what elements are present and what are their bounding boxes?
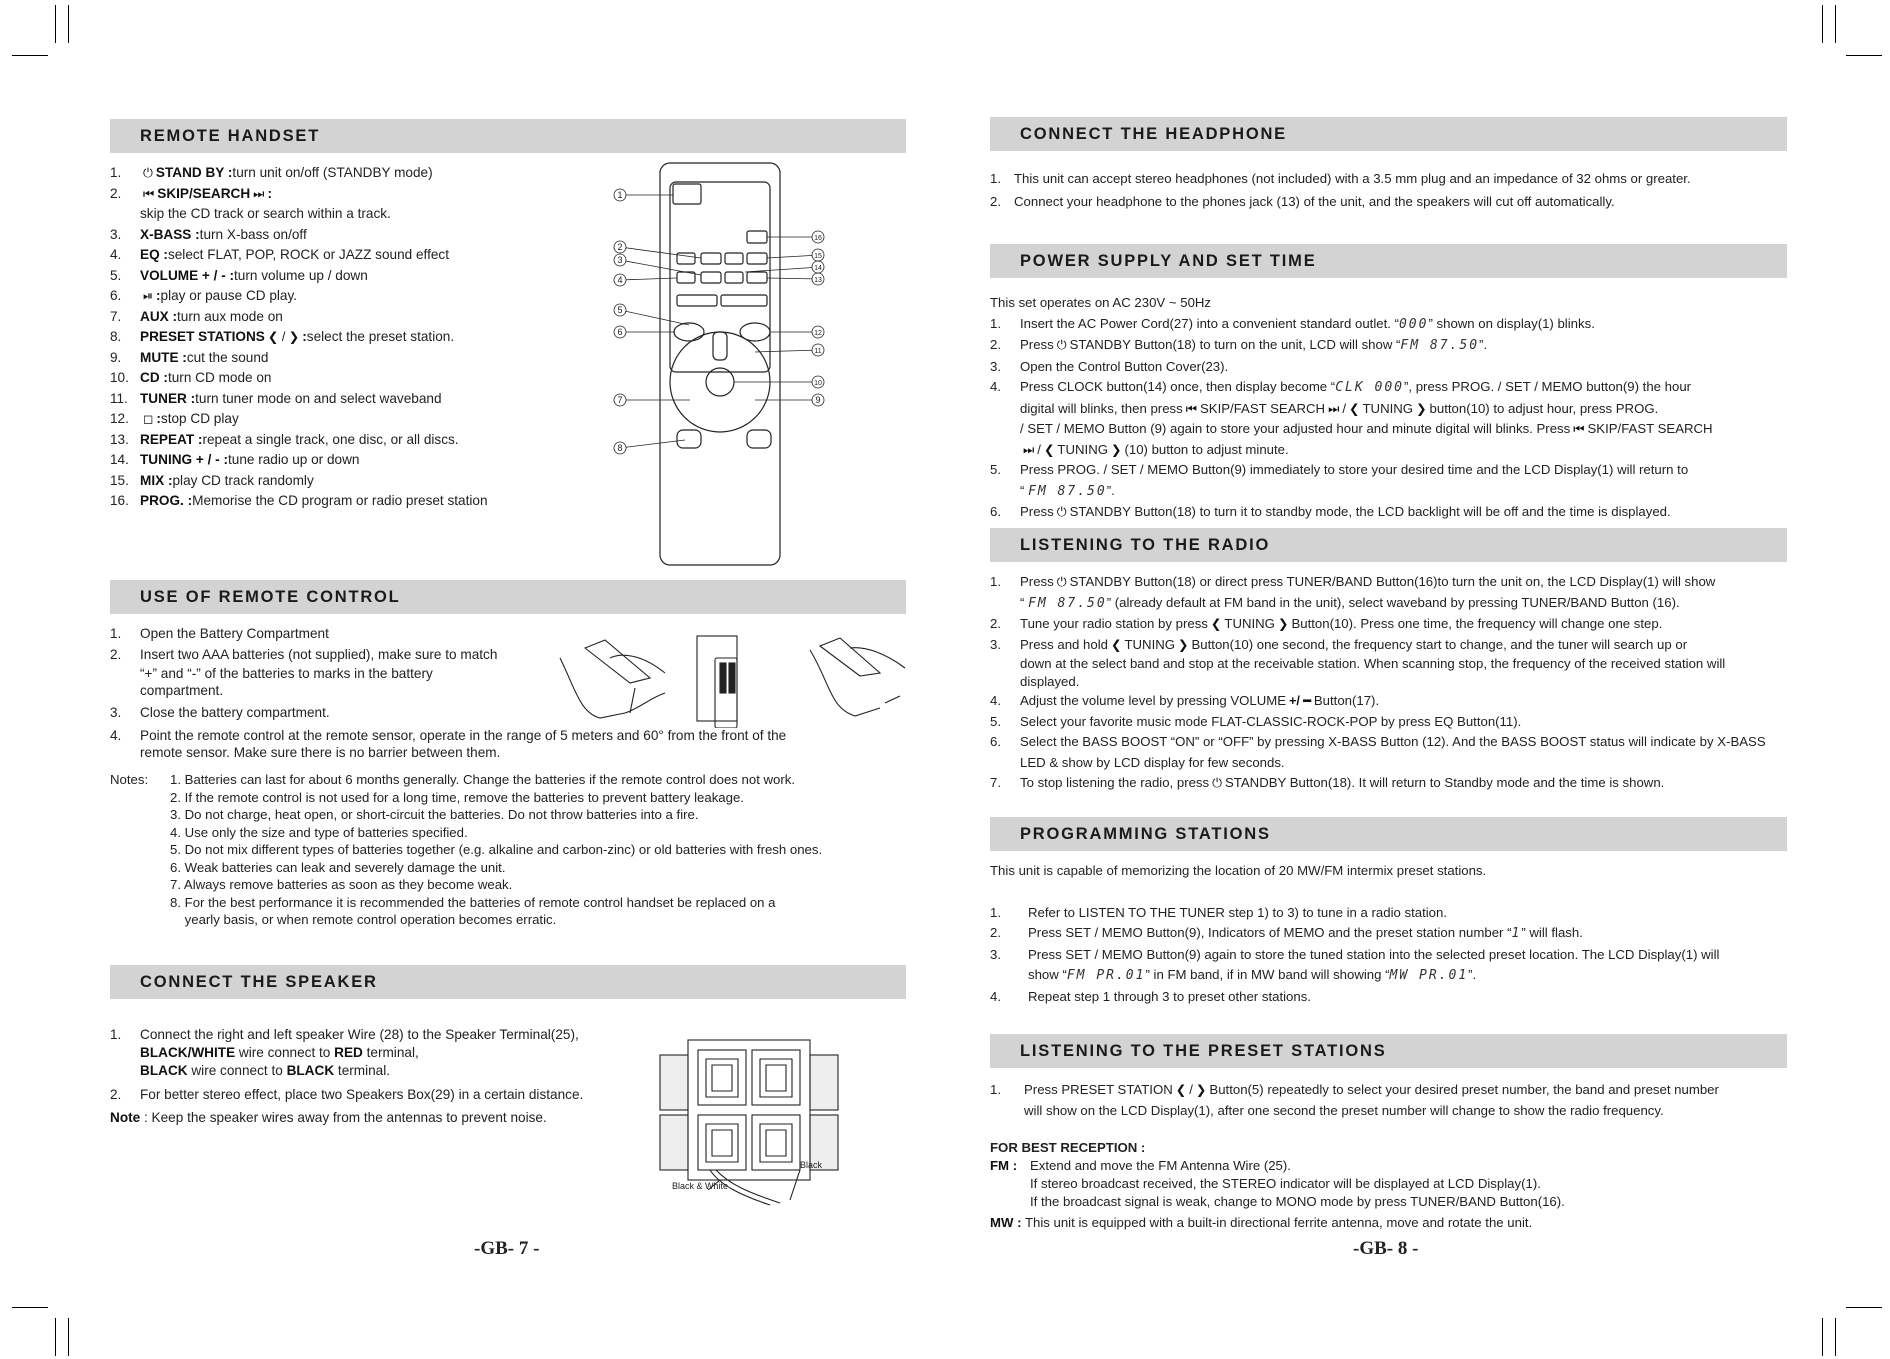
play-pause-icon: ⏯ bbox=[143, 289, 154, 303]
svg-text:12: 12 bbox=[814, 330, 822, 337]
chevron-right-icon: ❯ bbox=[1277, 617, 1289, 631]
power-intro: This set operates on AC 230V ~ 50Hz bbox=[990, 295, 1212, 310]
list-item: 1. Connect the right and left speaker Wire (28) to the Speaker Terminal(25), bbox=[110, 1027, 579, 1042]
list-item: 12. ◻ : stop CD play bbox=[110, 409, 610, 430]
note-item: 6. Weak batteries can leak and severely damage the unit. bbox=[170, 859, 506, 875]
chevron-left-icon: ❮ bbox=[1043, 442, 1055, 457]
lcd-display-readout: MW PR.01 bbox=[1389, 968, 1469, 983]
chevron-right-icon: ❯ bbox=[1195, 1083, 1207, 1097]
list-item: 1. Insert the AC Power Cord(27) into a convenient standard outlet. “000” shown on display(1) blinks. bbox=[990, 315, 1595, 332]
lcd-display-readout: FM 87.50 bbox=[1400, 338, 1480, 353]
list-item-cont: BLACK/WHITE wire connect to RED terminal, bbox=[140, 1045, 419, 1060]
list-item-cont: “ FM 87.50” (already default at FM band in the unit), select waveband by pressing TUNER/BAND Button (16). bbox=[1020, 594, 1680, 611]
section-use-remote-title: USE OF REMOTE CONTROL bbox=[110, 580, 906, 614]
list-item: 4. EQ : select FLAT, POP, ROCK or JAZZ sound effect bbox=[110, 247, 449, 262]
list-item: 1. ⏻ STAND BY : turn unit on/off (STANDBY mode) bbox=[110, 163, 610, 184]
best-reception-heading: FOR BEST RECEPTION : bbox=[990, 1140, 1146, 1155]
list-item: compartment. bbox=[140, 683, 224, 698]
list-item: “+” and “-” of the batteries to marks in the battery bbox=[140, 666, 433, 681]
programming-intro: This unit is capable of memorizing the location of 20 MW/FM intermix preset stations. bbox=[990, 863, 1487, 878]
stop-icon: ◻ bbox=[143, 412, 154, 426]
list-item: 3. Press and hold ❮ TUNING ❯ Button(10) one second, the frequency start to change, and the tuner will search up or bbox=[990, 636, 1688, 652]
svg-text:3: 3 bbox=[617, 255, 623, 265]
list-item: 2. Tune your radio station by press ❮ TUNING ❯ Button(10). Press one time, the frequency will change one step. bbox=[990, 616, 1663, 631]
list-item: 4. Repeat step 1 through 3 to preset other stations. bbox=[990, 988, 1311, 1004]
skip-back-icon: ⏮ bbox=[1185, 401, 1197, 416]
chevron-right-icon: ❯ bbox=[1416, 401, 1427, 416]
svg-text:9: 9 bbox=[815, 395, 821, 405]
list-item: 4. Adjust the volume level by pressing VOLUME +/ ━ Button(17). bbox=[990, 693, 1380, 708]
list-item: 11. TUNER : turn tuner mode on and select waveband bbox=[110, 390, 442, 406]
svg-text:1: 1 bbox=[617, 190, 623, 200]
chevron-left-icon: ❮ bbox=[1110, 637, 1122, 652]
list-item: 5. VOLUME + / - : turn volume up / down bbox=[110, 267, 368, 283]
list-item: 5. Select your favorite music mode FLAT-CLASSIC-ROCK-POP by press EQ Button(11). bbox=[990, 713, 1522, 729]
section-radio-title: LISTENING TO THE RADIO bbox=[990, 528, 1787, 562]
list-item-cont: will show on the LCD Display(1), after one second the preset number will change to show the radio frequency. bbox=[1024, 1102, 1664, 1118]
list-item: 6. Press ⏻ STANDBY Button(18) to turn it to standby mode, the LCD backlight will be off and the time is displayed. bbox=[990, 504, 1671, 519]
power-icon: ⏻ bbox=[1056, 575, 1067, 589]
svg-text:7: 7 bbox=[617, 395, 623, 405]
list-item-cont: ⏭ / ❮ TUNING ❯ (10) button to adjust minute. bbox=[1023, 441, 1289, 457]
skip-back-icon: ⏮ bbox=[143, 186, 155, 201]
section-programming-title: PROGRAMMING STATIONS bbox=[990, 817, 1787, 851]
chevron-right-icon: ❯ bbox=[1178, 637, 1189, 652]
list-item-cont: show “FM PR.01” in FM band, if in MW band will showing “MW PR.01”. bbox=[1028, 967, 1477, 983]
wire-label-black: Black bbox=[800, 1160, 823, 1170]
power-icon: ⏻ bbox=[1056, 505, 1067, 519]
svg-text:5: 5 bbox=[617, 305, 623, 315]
section-headphone-title: CONNECT THE HEADPHONE bbox=[990, 117, 1787, 151]
svg-text:16: 16 bbox=[814, 235, 822, 242]
list-item: 2. Press SET / MEMO Button(9), Indicators of MEMO and the preset station number “1” will flash. bbox=[990, 925, 1583, 941]
power-icon: ⏻ bbox=[1056, 338, 1067, 352]
list-item-cont: down at the select band and stop at the receivable station. When scanning stop, the frequency of the received station will bbox=[1020, 656, 1726, 671]
svg-text:2: 2 bbox=[617, 242, 623, 252]
page-number-8: -GB- 8 - bbox=[1353, 1238, 1419, 1259]
list-item: 7. To stop listening the radio, press ⏻ STANDBY Button(18). It will return to Standby mode and the time is shown. bbox=[990, 775, 1665, 790]
list-item: 7. AUX : turn aux mode on bbox=[110, 308, 283, 324]
note-item: 7. Always remove batteries as soon as they become weak. bbox=[170, 877, 513, 892]
svg-text:6: 6 bbox=[617, 327, 623, 337]
list-item: 4. Press CLOCK button(14) once, then display become “CLK 000”, press PROG. / SET / MEMO button(9) the hour bbox=[990, 379, 1692, 395]
fm-tip-cont: If stereo broadcast received, the STEREO indicator will be displayed at LCD Display(1). bbox=[1030, 1176, 1541, 1191]
headphone-list bbox=[990, 167, 1790, 213]
list-item-cont: digital will blinks, then press ⏮ SKIP/FAST SEARCH ⏭ / ❮ TUNING ❯ button(10) to adjust hour, press PROG. bbox=[1020, 400, 1659, 416]
list-item-cont: “ FM 87.50”. bbox=[1020, 482, 1115, 499]
battery-notes bbox=[110, 771, 910, 929]
svg-text:10: 10 bbox=[814, 380, 822, 387]
lcd-display-readout: FM 87.50 bbox=[1028, 595, 1107, 611]
skip-forward-icon: ⏭ bbox=[253, 186, 265, 201]
skip-forward-icon: ⏭ bbox=[1023, 442, 1035, 457]
list-item-cont: BLACK wire connect to BLACK terminal. bbox=[140, 1063, 391, 1078]
fm-tip: FM : Extend and move the FM Antenna Wire (25). bbox=[990, 1158, 1291, 1173]
list-item: 9. MUTE : cut the sound bbox=[110, 349, 269, 365]
note-item: yearly basis, or when remote control operation becomes erratic. bbox=[170, 912, 557, 927]
svg-text:11: 11 bbox=[814, 348, 822, 355]
mw-tip: MW : This unit is equipped with a built-in directional ferrite antenna, move and rotate the unit. bbox=[990, 1215, 1533, 1230]
note-item: 8. For the best performance it is recommended the batteries of remote control handset be replaced on a bbox=[170, 894, 776, 910]
list-item: 1. This unit can accept stereo headphones (not included) with a 3.5 mm plug and an impedance of 32 ohms or greater. bbox=[990, 171, 1691, 186]
list-item: 5. Press PROG. / SET / MEMO Button(9) immediately to store your desired time and the LCD Display(1) will return to bbox=[990, 462, 1689, 477]
plus-minus-icon: +/ ━ bbox=[1289, 694, 1311, 708]
note-item: 2. If the remote control is not used for a long time, remove the batteries to prevent battery leakage. bbox=[170, 789, 744, 805]
list-item: 2. Connect your headphone to the phones jack (13) of the unit, and the speakers will cut off automatically. bbox=[990, 194, 1615, 209]
power-icon: ⏻ bbox=[1212, 776, 1223, 790]
radio-steps bbox=[990, 572, 1790, 794]
list-item: 3. Close the battery compartment. bbox=[110, 705, 330, 720]
speaker-note: Note : Keep the speaker wires away from the antennas to prevent noise. bbox=[110, 1110, 547, 1125]
list-item-cont: displayed. bbox=[1020, 674, 1080, 689]
svg-text:15: 15 bbox=[814, 253, 822, 260]
svg-text:14: 14 bbox=[814, 265, 822, 272]
section-preset-title: LISTENING TO THE PRESET STATIONS bbox=[990, 1034, 1787, 1068]
list-item: 8. PRESET STATIONS ❮ / ❯ : select the preset station. bbox=[110, 327, 610, 348]
chevron-left-icon: ❮ bbox=[1175, 1083, 1187, 1097]
fm-tip-cont: If the broadcast signal is weak, change to MONO mode by press TUNER/BAND Button(16). bbox=[1030, 1194, 1565, 1209]
lcd-display-readout: FM PR.01 bbox=[1066, 968, 1146, 983]
section-remote-handset-title: REMOTE HANDSET bbox=[110, 119, 906, 153]
list-item: remote sensor. Make sure there is no barrier between them. bbox=[140, 744, 501, 760]
list-item: 13. REPEAT : repeat a single track, one disc, or all discs. bbox=[110, 431, 459, 447]
svg-text:13: 13 bbox=[814, 277, 822, 284]
list-item: 6. ⏯ : play or pause CD play. bbox=[110, 286, 610, 307]
section-speaker-title: CONNECT THE SPEAKER bbox=[110, 965, 906, 999]
list-item: 15. MIX : play CD track randomly bbox=[110, 472, 314, 488]
list-item: skip the CD track or search within a track. bbox=[140, 206, 391, 221]
skip-back-icon: ⏮ bbox=[1573, 422, 1585, 436]
chevron-left-icon: ❮ bbox=[1349, 401, 1360, 416]
power-icon: ⏻ bbox=[143, 166, 153, 180]
page-number-7: -GB- 7 - bbox=[474, 1238, 540, 1259]
list-item: 10. CD : turn CD mode on bbox=[110, 370, 272, 385]
list-item: 16. PROG. : Memorise the CD program or radio preset station bbox=[110, 493, 488, 508]
section-power-title: POWER SUPPLY AND SET TIME bbox=[990, 244, 1787, 278]
note-item: 5. Do not mix different types of batteries together (e.g. alkaline and carbon-zinc) or old batteries with fresh ones. bbox=[170, 842, 823, 857]
list-item: 1. Press ⏻ STANDBY Button(18) or direct press TUNER/BAND Button(16)to turn the unit on, the LCD Display(1) will show bbox=[990, 574, 1716, 589]
preset-arrows-icon: ❮ / ❯ bbox=[267, 330, 300, 344]
list-item: 3. Open the Control Button Cover(23). bbox=[990, 358, 1229, 374]
list-item: 3. X-BASS : turn X-bass on/off bbox=[110, 226, 307, 242]
chevron-right-icon: ❯ bbox=[1110, 442, 1122, 457]
speaker-wiring-diagram bbox=[650, 1035, 850, 1210]
svg-text:4: 4 bbox=[617, 275, 623, 285]
preset-steps bbox=[990, 1080, 1790, 1234]
note-item: 3. Do not charge, heat open, or short-circuit the batteries. Do not throw batteries into a fire. bbox=[170, 807, 699, 822]
notes-first: Notes: 1. Batteries can last for about 6 months generally. Change the batteries if the remote control does not work. bbox=[110, 772, 796, 787]
list-item: 2. Press ⏻ STANDBY Button(18) to turn on the unit, LCD will show “FM 87.50”. bbox=[990, 337, 1488, 353]
list-item: 14. TUNING + / - : tune radio up or down bbox=[110, 452, 360, 467]
note-item: 4. Use only the size and type of batteries specified. bbox=[170, 824, 468, 840]
chevron-left-icon: ❮ bbox=[1210, 617, 1222, 631]
battery-insertion-diagram bbox=[555, 628, 910, 728]
list-item-cont: / SET / MEMO Button (9) again to store your adjusted hour and minute digital will blinks. Press ⏮ SKIP/FAST SEARCH bbox=[1020, 421, 1713, 436]
list-item: 1. Refer to LISTEN TO THE TUNER step 1) to 3) to tune in a radio station. bbox=[990, 904, 1448, 920]
svg-text:8: 8 bbox=[617, 443, 623, 453]
remote-control-diagram bbox=[605, 160, 825, 570]
page-gb-8 bbox=[945, 0, 1890, 1359]
list-item: 4. Point the remote control at the remote sensor, operate in the range of 5 meters and 60° from the front of the bbox=[110, 727, 787, 743]
speaker-steps bbox=[110, 1026, 630, 1127]
list-item: 2. Insert two AAA batteries (not supplied), make sure to match bbox=[110, 646, 498, 662]
remote-handset-list bbox=[110, 163, 610, 512]
wire-label-black-white: Black & White bbox=[672, 1181, 729, 1191]
list-item: 3. Press SET / MEMO Button(9) again to store the tuned station into the selected preset location. The LCD Display(1) will bbox=[990, 946, 1720, 962]
lcd-display-readout: 1 bbox=[1511, 926, 1522, 941]
skip-forward-icon: ⏭ bbox=[1328, 401, 1340, 416]
list-item-cont: LED & show by LCD display for few seconds. bbox=[1020, 754, 1285, 770]
lcd-display-readout: 000 bbox=[1398, 316, 1429, 332]
lcd-display-readout: FM 87.50 bbox=[1028, 483, 1107, 499]
list-item: 2. ⏮ SKIP/SEARCH ⏭ : bbox=[110, 184, 610, 205]
list-item: 1. Open the Battery Compartment bbox=[110, 626, 329, 641]
list-item: 6. Select the BASS BOOST “ON” or “OFF” by pressing X-BASS Button (12). And the BASS BOOST status will indicate by X-BASS bbox=[990, 734, 1766, 749]
lcd-display-readout: CLK 000 bbox=[1335, 380, 1404, 395]
list-item: 1. Press PRESET STATION ❮ / ❯ Button(5) repeatedly to select your desired preset number, the band and preset number bbox=[990, 1082, 1719, 1097]
list-item: 2. For better stereo effect, place two Speakers Box(29) in a certain distance. bbox=[110, 1087, 584, 1102]
power-steps bbox=[990, 293, 1790, 523]
programming-steps bbox=[990, 861, 1790, 1007]
